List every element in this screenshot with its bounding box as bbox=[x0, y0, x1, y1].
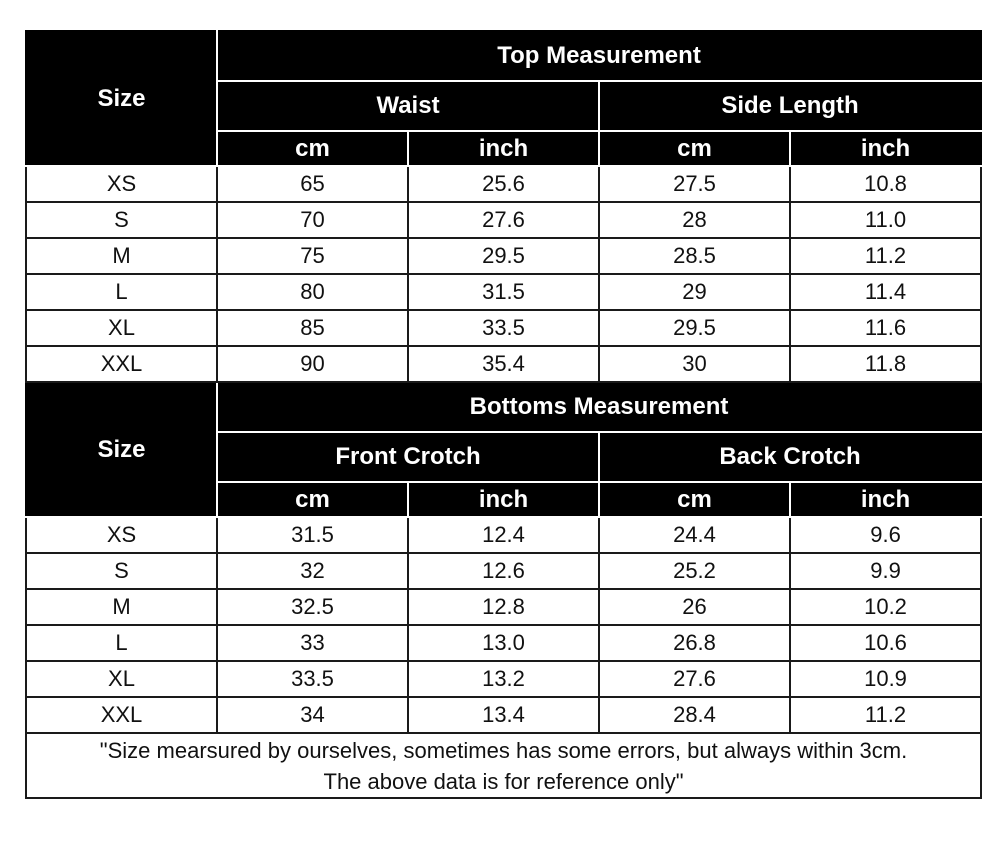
table-row bbox=[26, 589, 981, 625]
measurement-cell: 25.6 bbox=[408, 166, 599, 202]
measurement-cell: 27.6 bbox=[408, 202, 599, 238]
table-row bbox=[26, 274, 981, 310]
group-header: Waist bbox=[217, 81, 599, 131]
section-title: Top Measurement bbox=[217, 31, 981, 81]
measurement-cell: 85 bbox=[217, 310, 408, 346]
measurement-cell: 80 bbox=[217, 274, 408, 310]
size-cell: M bbox=[26, 589, 217, 625]
measurement-cell: 24.4 bbox=[599, 517, 790, 553]
measurement-cell: 11.0 bbox=[790, 202, 981, 238]
measurement-cell: 11.6 bbox=[790, 310, 981, 346]
unit-header: cm bbox=[599, 131, 790, 166]
measurement-cell: 10.8 bbox=[790, 166, 981, 202]
measurement-cell: 13.4 bbox=[408, 697, 599, 733]
note-line-1: "Size mearsured by ourselves, sometimes has some errors, but always within 3cm. bbox=[99, 737, 908, 763]
unit-header: cm bbox=[217, 131, 408, 166]
measurement-cell: 28 bbox=[599, 202, 790, 238]
measurement-cell: 11.4 bbox=[790, 274, 981, 310]
measurement-cell: 33.5 bbox=[217, 661, 408, 697]
size-chart-table bbox=[25, 30, 982, 799]
group-header: Back Crotch bbox=[599, 432, 981, 482]
measurement-cell: 11.2 bbox=[790, 238, 981, 274]
measurement-cell: 12.8 bbox=[408, 589, 599, 625]
measurement-cell: 26.8 bbox=[599, 625, 790, 661]
measurement-cell: 29.5 bbox=[599, 310, 790, 346]
unit-header: cm bbox=[217, 482, 408, 517]
measurement-cell: 28.5 bbox=[599, 238, 790, 274]
measurement-cell: 35.4 bbox=[408, 346, 599, 382]
unit-header: inch bbox=[790, 482, 981, 517]
disclaimer-note bbox=[26, 733, 981, 798]
size-cell: M bbox=[26, 238, 217, 274]
table-row bbox=[26, 202, 981, 238]
size-cell: L bbox=[26, 625, 217, 661]
table-row bbox=[26, 517, 981, 553]
table-row bbox=[26, 166, 981, 202]
measurement-cell: 27.5 bbox=[599, 166, 790, 202]
group-header: Side Length bbox=[599, 81, 981, 131]
measurement-cell: 13.0 bbox=[408, 625, 599, 661]
size-cell: XL bbox=[26, 661, 217, 697]
measurement-cell: 29.5 bbox=[408, 238, 599, 274]
size-cell: XS bbox=[26, 166, 217, 202]
measurement-cell: 11.8 bbox=[790, 346, 981, 382]
size-cell: S bbox=[26, 202, 217, 238]
section-title-row bbox=[26, 382, 981, 432]
size-header: Size bbox=[26, 382, 217, 517]
measurement-cell: 33 bbox=[217, 625, 408, 661]
measurement-cell: 11.2 bbox=[790, 697, 981, 733]
measurement-cell: 10.9 bbox=[790, 661, 981, 697]
measurement-cell: 31.5 bbox=[217, 517, 408, 553]
section-title-row bbox=[26, 31, 981, 81]
measurement-cell: 9.9 bbox=[790, 553, 981, 589]
section-title: Bottoms Measurement bbox=[217, 382, 981, 432]
measurement-cell: 70 bbox=[217, 202, 408, 238]
measurement-cell: 10.2 bbox=[790, 589, 981, 625]
table-row bbox=[26, 310, 981, 346]
size-cell: XL bbox=[26, 310, 217, 346]
unit-header: inch bbox=[408, 131, 599, 166]
unit-header: inch bbox=[408, 482, 599, 517]
measurement-cell: 13.2 bbox=[408, 661, 599, 697]
measurement-cell: 32.5 bbox=[217, 589, 408, 625]
measurement-cell: 33.5 bbox=[408, 310, 599, 346]
measurement-cell: 25.2 bbox=[599, 553, 790, 589]
measurement-cell: 12.6 bbox=[408, 553, 599, 589]
table-row bbox=[26, 661, 981, 697]
measurement-cell: 9.6 bbox=[790, 517, 981, 553]
size-cell: XXL bbox=[26, 697, 217, 733]
measurement-cell: 29 bbox=[599, 274, 790, 310]
size-header: Size bbox=[26, 31, 217, 166]
table-row bbox=[26, 346, 981, 382]
measurement-cell: 90 bbox=[217, 346, 408, 382]
table-row bbox=[26, 553, 981, 589]
size-cell: S bbox=[26, 553, 217, 589]
measurement-cell: 10.6 bbox=[790, 625, 981, 661]
measurement-cell: 27.6 bbox=[599, 661, 790, 697]
size-cell: XS bbox=[26, 517, 217, 553]
unit-header: cm bbox=[599, 482, 790, 517]
note-line-2: The above data is for reference only" bbox=[323, 768, 684, 794]
measurement-cell: 12.4 bbox=[408, 517, 599, 553]
table-row bbox=[26, 697, 981, 733]
note-row bbox=[26, 733, 981, 798]
group-header: Front Crotch bbox=[217, 432, 599, 482]
table-row bbox=[26, 238, 981, 274]
measurement-cell: 65 bbox=[217, 166, 408, 202]
size-cell: XXL bbox=[26, 346, 217, 382]
table-row bbox=[26, 625, 981, 661]
measurement-cell: 26 bbox=[599, 589, 790, 625]
measurement-cell: 31.5 bbox=[408, 274, 599, 310]
measurement-cell: 30 bbox=[599, 346, 790, 382]
measurement-cell: 32 bbox=[217, 553, 408, 589]
measurement-cell: 34 bbox=[217, 697, 408, 733]
measurement-cell: 28.4 bbox=[599, 697, 790, 733]
measurement-cell: 75 bbox=[217, 238, 408, 274]
unit-header: inch bbox=[790, 131, 981, 166]
size-cell: L bbox=[26, 274, 217, 310]
